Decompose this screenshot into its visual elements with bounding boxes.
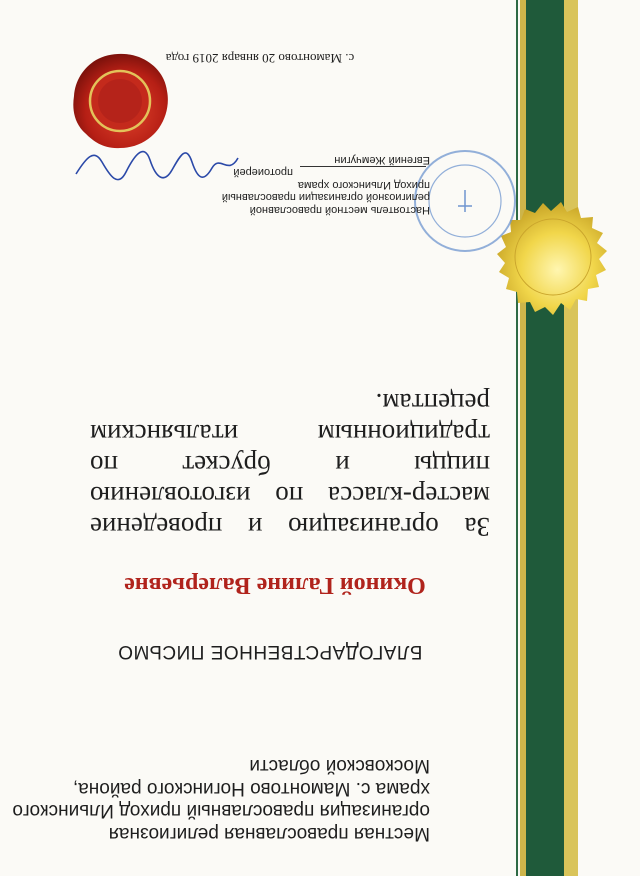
thin-green-stripe <box>516 0 518 876</box>
gold-border-stripe <box>520 0 526 876</box>
signatory-row <box>190 154 430 179</box>
signature-line <box>300 166 426 167</box>
place-and-date: с. Мамонтово 20 января 2019 года <box>165 51 355 66</box>
letter-body: За организацию и проведение мастер-класса по изготовлению пиццы и брускет по традиционным итальянским рецептам. <box>90 388 490 542</box>
recipient-name: Окиной Галине Валерьевне <box>124 572 426 598</box>
signatory-block <box>190 154 430 217</box>
green-border-stripe <box>526 0 564 876</box>
letter-title: БЛАГОДАРСТВЕННОЕ ПИСЬМО <box>117 641 423 662</box>
wax-seal-icon <box>70 51 170 151</box>
signatory-name: протоиерей Евгений Жемчугин <box>233 154 430 179</box>
signatory-position: Настоятель местной православной религиозной организации православный приход Ильинского храма <box>221 179 430 216</box>
organization-name: Местная православная религиозная организация православный приход Ильинского храма с. Мамонтово Ногинского района, Московской области <box>12 755 430 844</box>
gold-border-stripe <box>564 0 578 876</box>
